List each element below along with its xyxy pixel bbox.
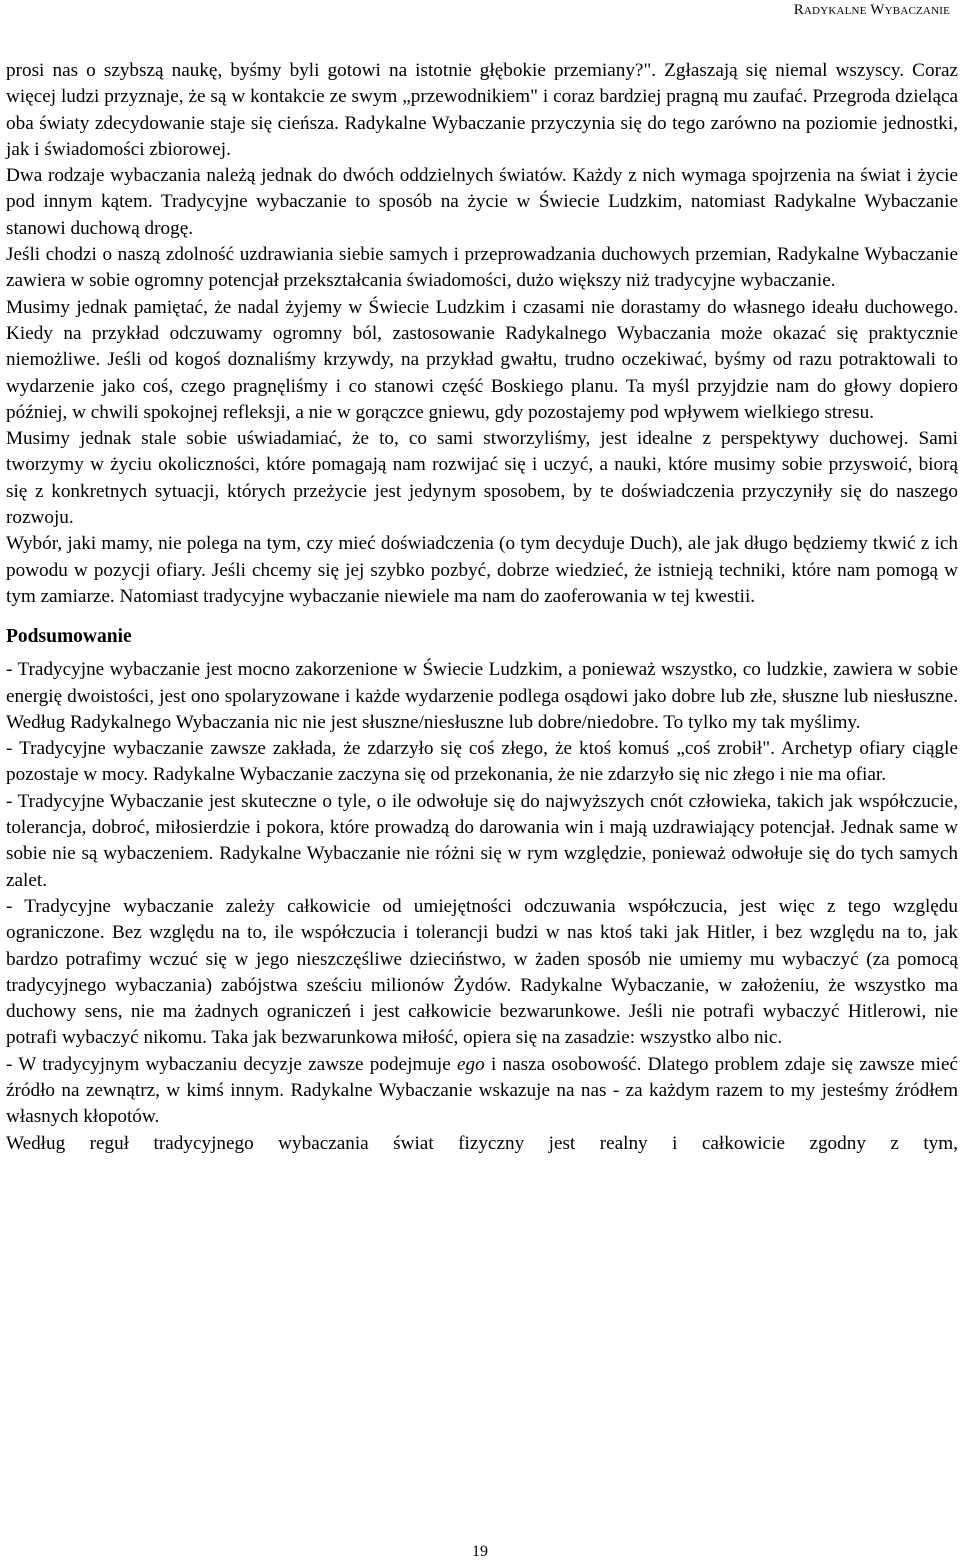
paragraph: prosi nas o szybszą naukę, byśmy byli gotowi na istotnie głębokie przemiany?". Zgłaszają się niemal wszyscy. Coraz więcej ludzi przyznaje, że są w kontakcie ze swym „przewodnikiem" i coraz bardziej pragną mu zaufać. Przegroda dzieląca oba światy zdecydowanie staje się cieńsza. Radykalne Wybaczanie przyczynia się do tego zarówno na poziomie jednostki, jak i świadomości zbiorowej. (6, 60, 958, 160)
paragraph: Wybór, jaki mamy, nie polega na tym, czy mieć doświadczenia (o tym decyduje Duch), ale jak długo będziemy tkwić z ich powodu w pozycji ofiary. Jeśli chcemy się jej szybko pozbyć, dobrze wiedzieć, że istnieją techniki, które nam pomogą w tym zamiarze. Natomiast tradycyjne wybaczanie niewiele ma nam do zaoferowania w tej kwestii. (6, 533, 958, 607)
summary-item: - Tradycyjne wybaczanie jest mocno zakorzenione w Świecie Ludzkim, a ponieważ wszystko, co ludzkie, zawiera w sobie energię dwoistości, jest ono spolaryzowane i każde wydarzenie podlega osądowi jako dobre lub złe, słuszne lub niesłuszne. Według Radykalnego Wybaczania nic nie jest słuszne/niesłuszne lub dobre/niedobre. To tylko my tak myślimy. (6, 659, 958, 733)
section-heading: Podsumowanie (6, 626, 132, 648)
summary-item: - Tradycyjne wybaczanie zawsze zakłada, że zdarzyło się coś złego, że ktoś komuś „coś zrobił". Archetyp ofiary ciągle pozostaje w mocy. Radykalne Wybaczanie zaczyna się od przekonania, że nie zdarzyło się nic złego i nie ma ofiar. (6, 738, 958, 786)
page-number: 19 (472, 1543, 488, 1560)
ego-emphasis: ego (457, 1053, 485, 1075)
closing-paragraph: Według reguł tradycyjnego wybaczania świat fizyczny jest realny i całkowicie zgodny z tym, (6, 1132, 958, 1154)
paragraph: Dwa rodzaje wybaczania należą jednak do dwóch oddzielnych światów. Każdy z nich wymaga spojrzenia na świat i życie pod innym kątem. Tradycyjne wybaczanie to sposób na życie w Świecie Ludzkim, natomiast Radykalne Wybaczanie stanowi duchową drogę. (6, 165, 958, 239)
summary-item: - Tradycyjne wybaczanie zależy całkowicie od umiejętności odczuwania współczucia, jest więc z tego względu ograniczone. Bez względu na to, ile współczucia i tolerancji budzi w nas ktoś taki jak Hitler, i bez względu na to, jak bardzo potrafimy wczuć się w jego nieszczęśliwe dzieciństwo, w żaden sposób nie umiemy mu wybaczyć (za pomocą tradycyjnego wybaczania) zabójstwa sześciu milionów Żydów. Radykalne Wybaczanie, w założeniu, że wszystko ma duchowy sens, nie ma żadnych ograniczeń i jest całkowicie bezwarunkowe. Jeśli nie potrafi wybaczyć Hitlerowi, nie potrafi wybaczyć nikomu. Taka jak bezwarunkowa miłość, opiera się na zasadzie: wszystko albo nic. (6, 895, 958, 1049)
ego-text-before: - W tradycyjnym wybaczaniu decyzje zawsze podejmuje (6, 1053, 458, 1075)
running-header: Radykalne Wybaczanie (793, 2, 950, 18)
ego-text-after: i nasza osobowość. Dlatego problem zdaje się zawsze mieć źródło na zewnątrz, w kimś innym. Radykalne Wybaczanie wskazuje na nas - za każdym razem to my jesteśmy źródłem własnych kłopotów. (6, 1053, 958, 1128)
summary-item-ego (6, 1052, 958, 1131)
paragraph: Musimy jednak pamiętać, że nadal żyjemy w Świecie Ludzkim i czasami nie dorastamy do własnego ideału duchowego. Kiedy na przykład odczuwamy ogromny ból, zastosowanie Radykalnego Wybaczania może okazać się praktycznie niemożliwe. Jeśli od kogoś doznaliśmy krzywdy, na przykład gwałtu, trudno oczekiwać, byśmy od razu potraktowali to wydarzenie jako coś, czego pragnęliśmy i co stanowi część Boskiego planu. Ta myśl przyjdzie nam do głowy dopiero później, w chwili spokojnej refleksji, a nie w gorączce gniewu, gdy pozostajemy pod wpływem wielkiego stresu. (6, 296, 958, 423)
paragraph: Jeśli chodzi o naszą zdolność uzdrawiania siebie samych i przeprowadzania duchowych przemian, Radykalne Wybaczanie zawiera w sobie ogromny potencjał przekształcania świadomości, dużo większy niż tradycyjne wybaczanie. (6, 244, 958, 292)
page-body (6, 58, 958, 1157)
paragraph: Musimy jednak stale sobie uświadamiać, że to, co sami stworzyliśmy, jest idealne z perspektywy duchowej. Sami tworzymy w życiu okoliczności, które pomagają nam rozwijać się i uczyć, a nauki, które musimy sobie przyswoić, biorą się z konkretnych sytuacji, których przeżycie jest jedynym sposobem, by te doświadczenia przyczyniły się do naszego rozwoju. (6, 428, 958, 529)
summary-item: - Tradycyjne Wybaczanie jest skuteczne o tyle, o ile odwołuje się do najwyższych cnót człowieka, takich jak współczucie, tolerancja, dobroć, miłosierdzie i pokora, które prowadzą do darowania win i mają uzdrawiający potencjał. Jednak same w sobie nie są wybaczeniem. Radykalne Wybaczanie nie różni się w rym względzie, ponieważ odwołuje się do tych samych zalet. (6, 790, 958, 891)
